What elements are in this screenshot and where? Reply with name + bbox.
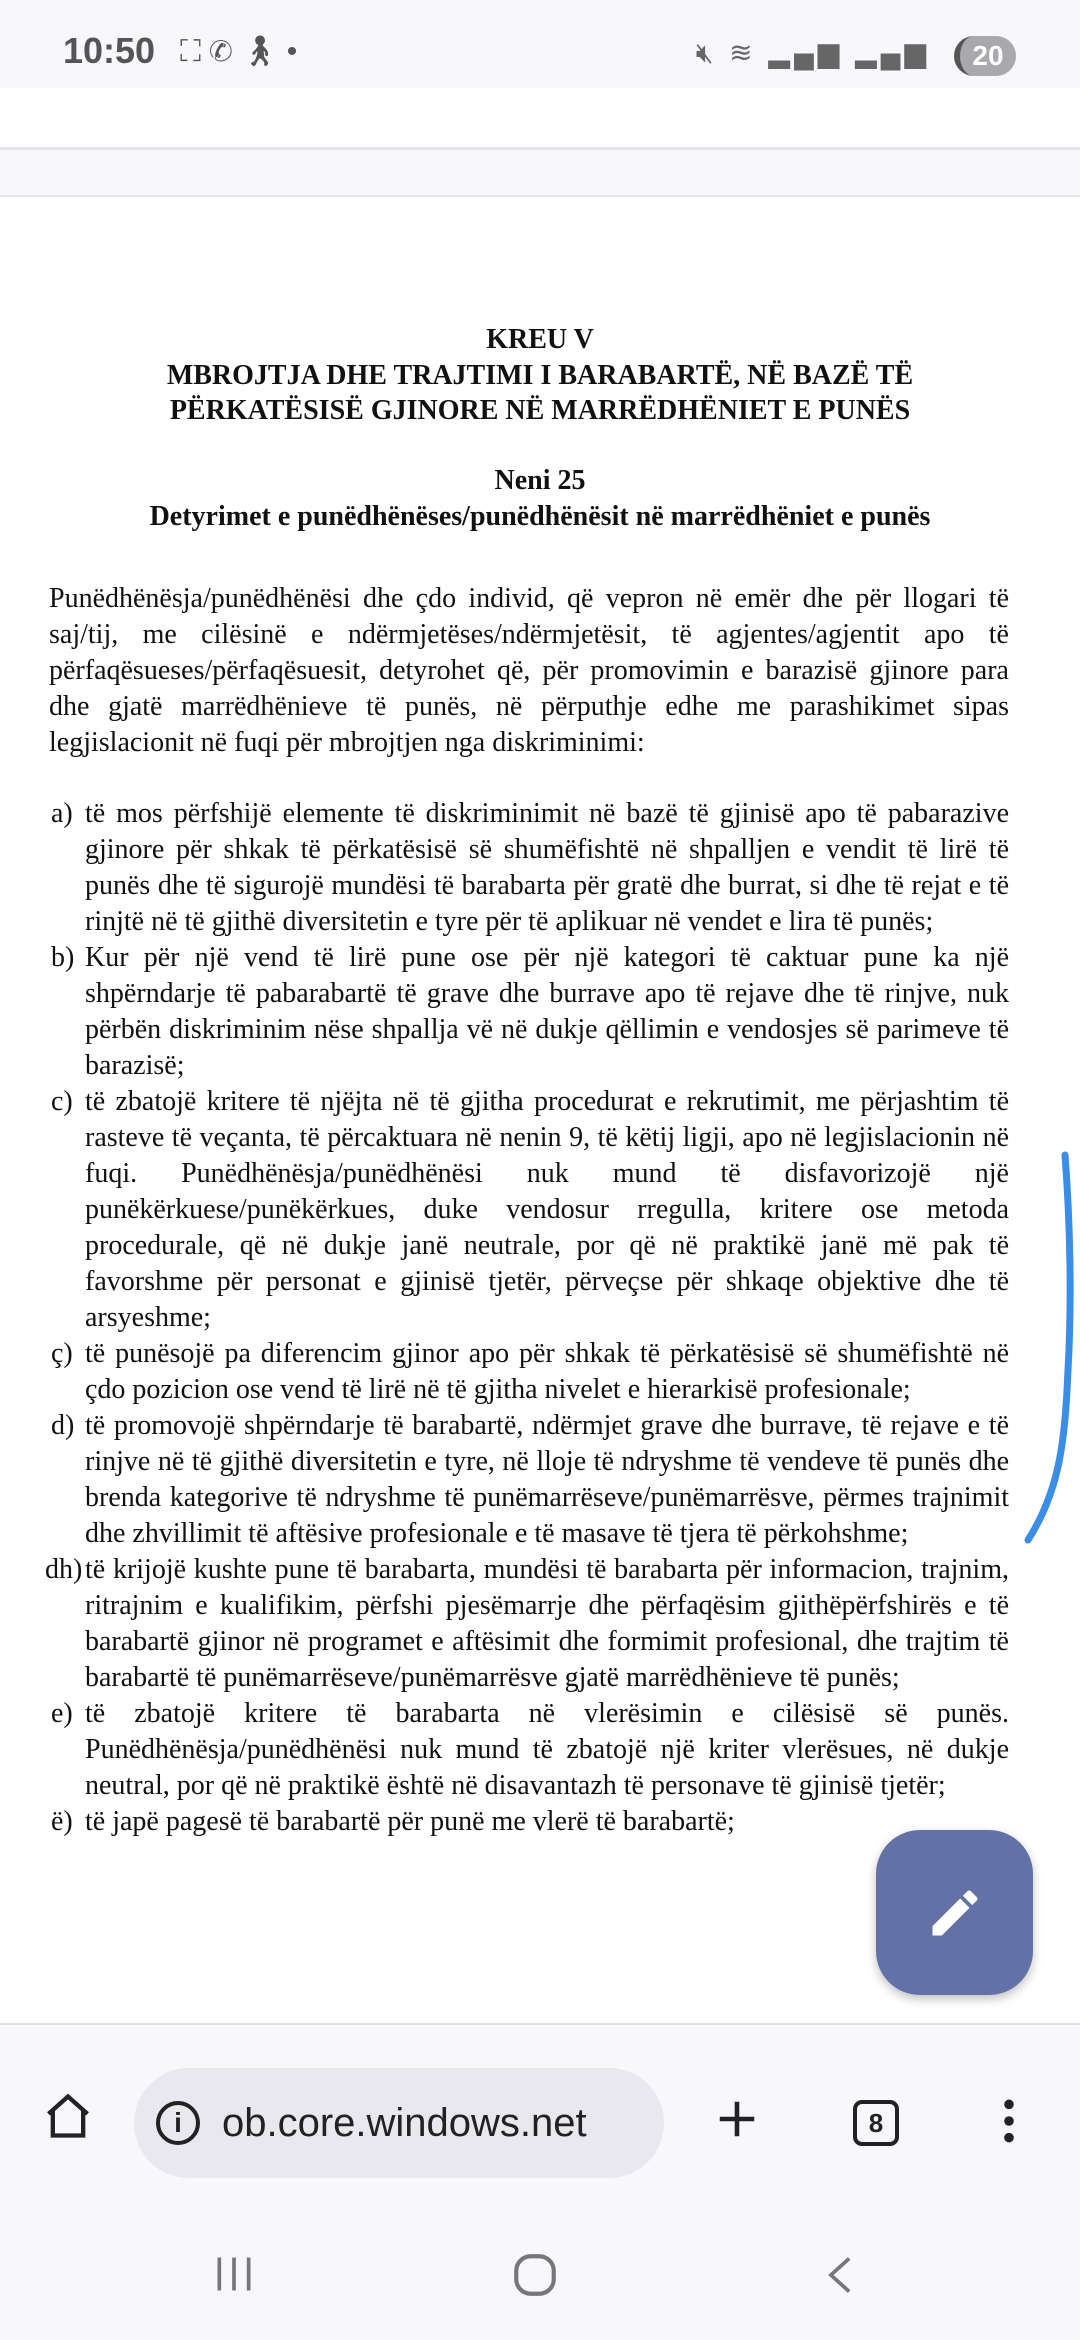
edit-button[interactable]	[876, 1830, 1033, 1995]
list-item	[49, 1804, 1009, 1840]
item-label: e)	[51, 1698, 73, 1729]
dot-icon: •	[286, 35, 306, 68]
list-item	[49, 1336, 1009, 1408]
status-bar	[0, 0, 1080, 88]
pen-annotation	[1010, 1140, 1080, 1560]
item-text: të mos përfshijë elemente të diskriminimit në bazë të gjinisë apo të pabarazive gjinore për shkak të përkatësisë së shumëfishtë në shpalljen e vendit të lirë të punës dhe të sigurojë mundësi të barabarta për gratë dhe burrat, si dhe të rejat e të rinjtë në të gjithë diversitetin e tyre për të aplikuar në vendet e lira të punës;	[85, 798, 1009, 937]
clock: 10:50	[63, 30, 156, 71]
signal-icon: ▂▄▆	[768, 37, 844, 68]
mute-icon: 🔇︎	[695, 37, 718, 68]
item-text: të krijojë kushte pune të barabarta, mundësi të barabarta për informacion, trajnim, ritrajnim e kualifikim, përfshi pjesëmarrje dhe përfaqësim gjithëpërfshirës e të barabartë gjinor në programet e aftësimit dhe formimit profesional, dhe trajtim të barabartë të punëmarrëseve/punëmarrësve gjatë marrëdhënieve të punës;	[85, 1554, 1009, 1693]
item-text: të punësojë pa diferencim gjinor apo për shkak të përkatësisë së shumëfishtë në çdo pozicion ose vend të lirë në të gjitha nivelet e hierarkisë profesionale;	[85, 1338, 1009, 1405]
recent-apps-icon[interactable]	[212, 2252, 256, 2296]
chapter-number: KREU V	[486, 324, 594, 355]
screenshot-icon: ⛶	[180, 35, 209, 68]
whatsapp-icon: ✆	[209, 35, 241, 68]
item-text: Kur për një vend të lirë pune ose për një kategori të caktuar pune ka një shpërndarje të pabarabartë të grave dhe burrave apo të rejave dhe të rinjve, nuk përbën diskriminim nëse shpallja vë në dukje qëllimin e vendosjes së parimeve të barazisë;	[85, 942, 1009, 1081]
chapter-title-line-1: MBROJTJA DHE TRAJTIMI I BARABARTË, NË BAZË TË	[166, 360, 914, 391]
address-bar[interactable]	[134, 2068, 664, 2178]
list-item	[49, 1408, 1009, 1552]
browser-top-area	[0, 88, 1080, 150]
item-text: të japë pagesë të barabartë për punë me vlerë të barabartë;	[85, 1806, 735, 1837]
list-item	[45, 1552, 1009, 1696]
navigation-bar	[0, 2200, 1080, 2340]
list-item	[49, 796, 1009, 940]
list-item	[49, 1696, 1009, 1804]
item-label: a)	[51, 798, 73, 829]
new-tab-icon[interactable]	[714, 2096, 760, 2142]
item-label: ç)	[51, 1338, 73, 1369]
item-label: dh)	[45, 1554, 83, 1585]
battery-indicator: 20	[954, 36, 1016, 76]
list-item	[49, 1084, 1009, 1336]
intro-paragraph: Punëdhënësja/punëdhënësi dhe çdo individ, që vepron në emër dhe për llogari të saj/tij, me cilësinë e ndërmjetëses/ndërmjetësit, të agjentes/agjentit apo të përfaqësueses/përfaqësuesit, detyrohet që, për promovimin e barazisë gjinore para dhe gjatë marrëdhënieve të punës, në përputhje edhe me parashikimet sipas legjislacionit në fuqi për mbrojtjen nga diskriminimi:	[49, 583, 1009, 758]
obligations-list	[45, 796, 1009, 1840]
article-title: Detyrimet e punëdhënëses/punëdhënësit në marrëdhëniet e punës	[149, 501, 931, 532]
wifi-icon: ≋	[729, 37, 757, 68]
back-icon[interactable]	[818, 2250, 862, 2300]
chapter-title-line-2: PËRKATËSISË GJINORE NË MARRËDHËNIET E PUNËS	[169, 395, 911, 426]
item-label: d)	[51, 1410, 75, 1441]
tab-switcher-button[interactable]: 8	[853, 2100, 899, 2146]
browser-toolbar	[0, 2040, 1080, 2200]
item-text: të promovojë shpërndarje të barabartë, ndërmjet grave dhe burrave, të rejave e të rinjve në të gjithë diversitetin e tyre, në lloje të ndryshme të vendeve të punës dhe brenda kategorive të ndryshme të punëmarrëseve/punëmarrësve, përmes trajnimit dhe zhvillimit të aftësive profesionale e të masave të tjera të përkohshme;	[85, 1410, 1009, 1549]
item-label: ë)	[51, 1806, 73, 1837]
info-icon[interactable]: i	[156, 2101, 200, 2145]
system-icons	[696, 36, 930, 70]
home-icon[interactable]	[510, 2250, 560, 2300]
item-label: c)	[51, 1086, 73, 1117]
menu-icon[interactable]	[994, 2096, 1024, 2146]
signal-icon: ▂▄▆	[855, 37, 930, 68]
url-text[interactable]: ob.core.windows.net	[222, 2100, 587, 2145]
list-item	[49, 940, 1009, 1084]
item-text: të zbatojë kritere të barabarta në vlerësimin e cilësisë së punës. Punëdhënësja/punëdhënësi nuk mund të zbatojë një kriter vlerësues, në dukje neutral, por që në praktikë është në disavantazh të personave të gjinisë tjetër;	[85, 1698, 1009, 1801]
walking-icon: 🚶︎	[240, 35, 287, 68]
article-number: Neni 25	[494, 465, 586, 496]
home-icon[interactable]	[42, 2090, 94, 2142]
item-label: b)	[51, 942, 75, 973]
item-text: të zbatojë kritere të njëjta në të gjitha procedurat e rekrutimit, me përjashtim të rasteve të veçanta, të përcaktuara në nenin 9, të këtij ligji, apo në legjislacionin në fuqi. Punëdhënësja/punëdhënësi nuk mund të disfavorizojë një punëkërkuese/punëkërkues, duke vendosur rregulla, kritere ose metoda procedurale, që në dukje janë neutrale, por që në praktikë janë më pak të favorshme për personat e gjinisë tjetër, përveçse për shkaqe objektive dhe të arsyeshme;	[85, 1086, 1009, 1333]
notification-icons	[180, 34, 305, 69]
pencil-icon	[925, 1883, 985, 1943]
